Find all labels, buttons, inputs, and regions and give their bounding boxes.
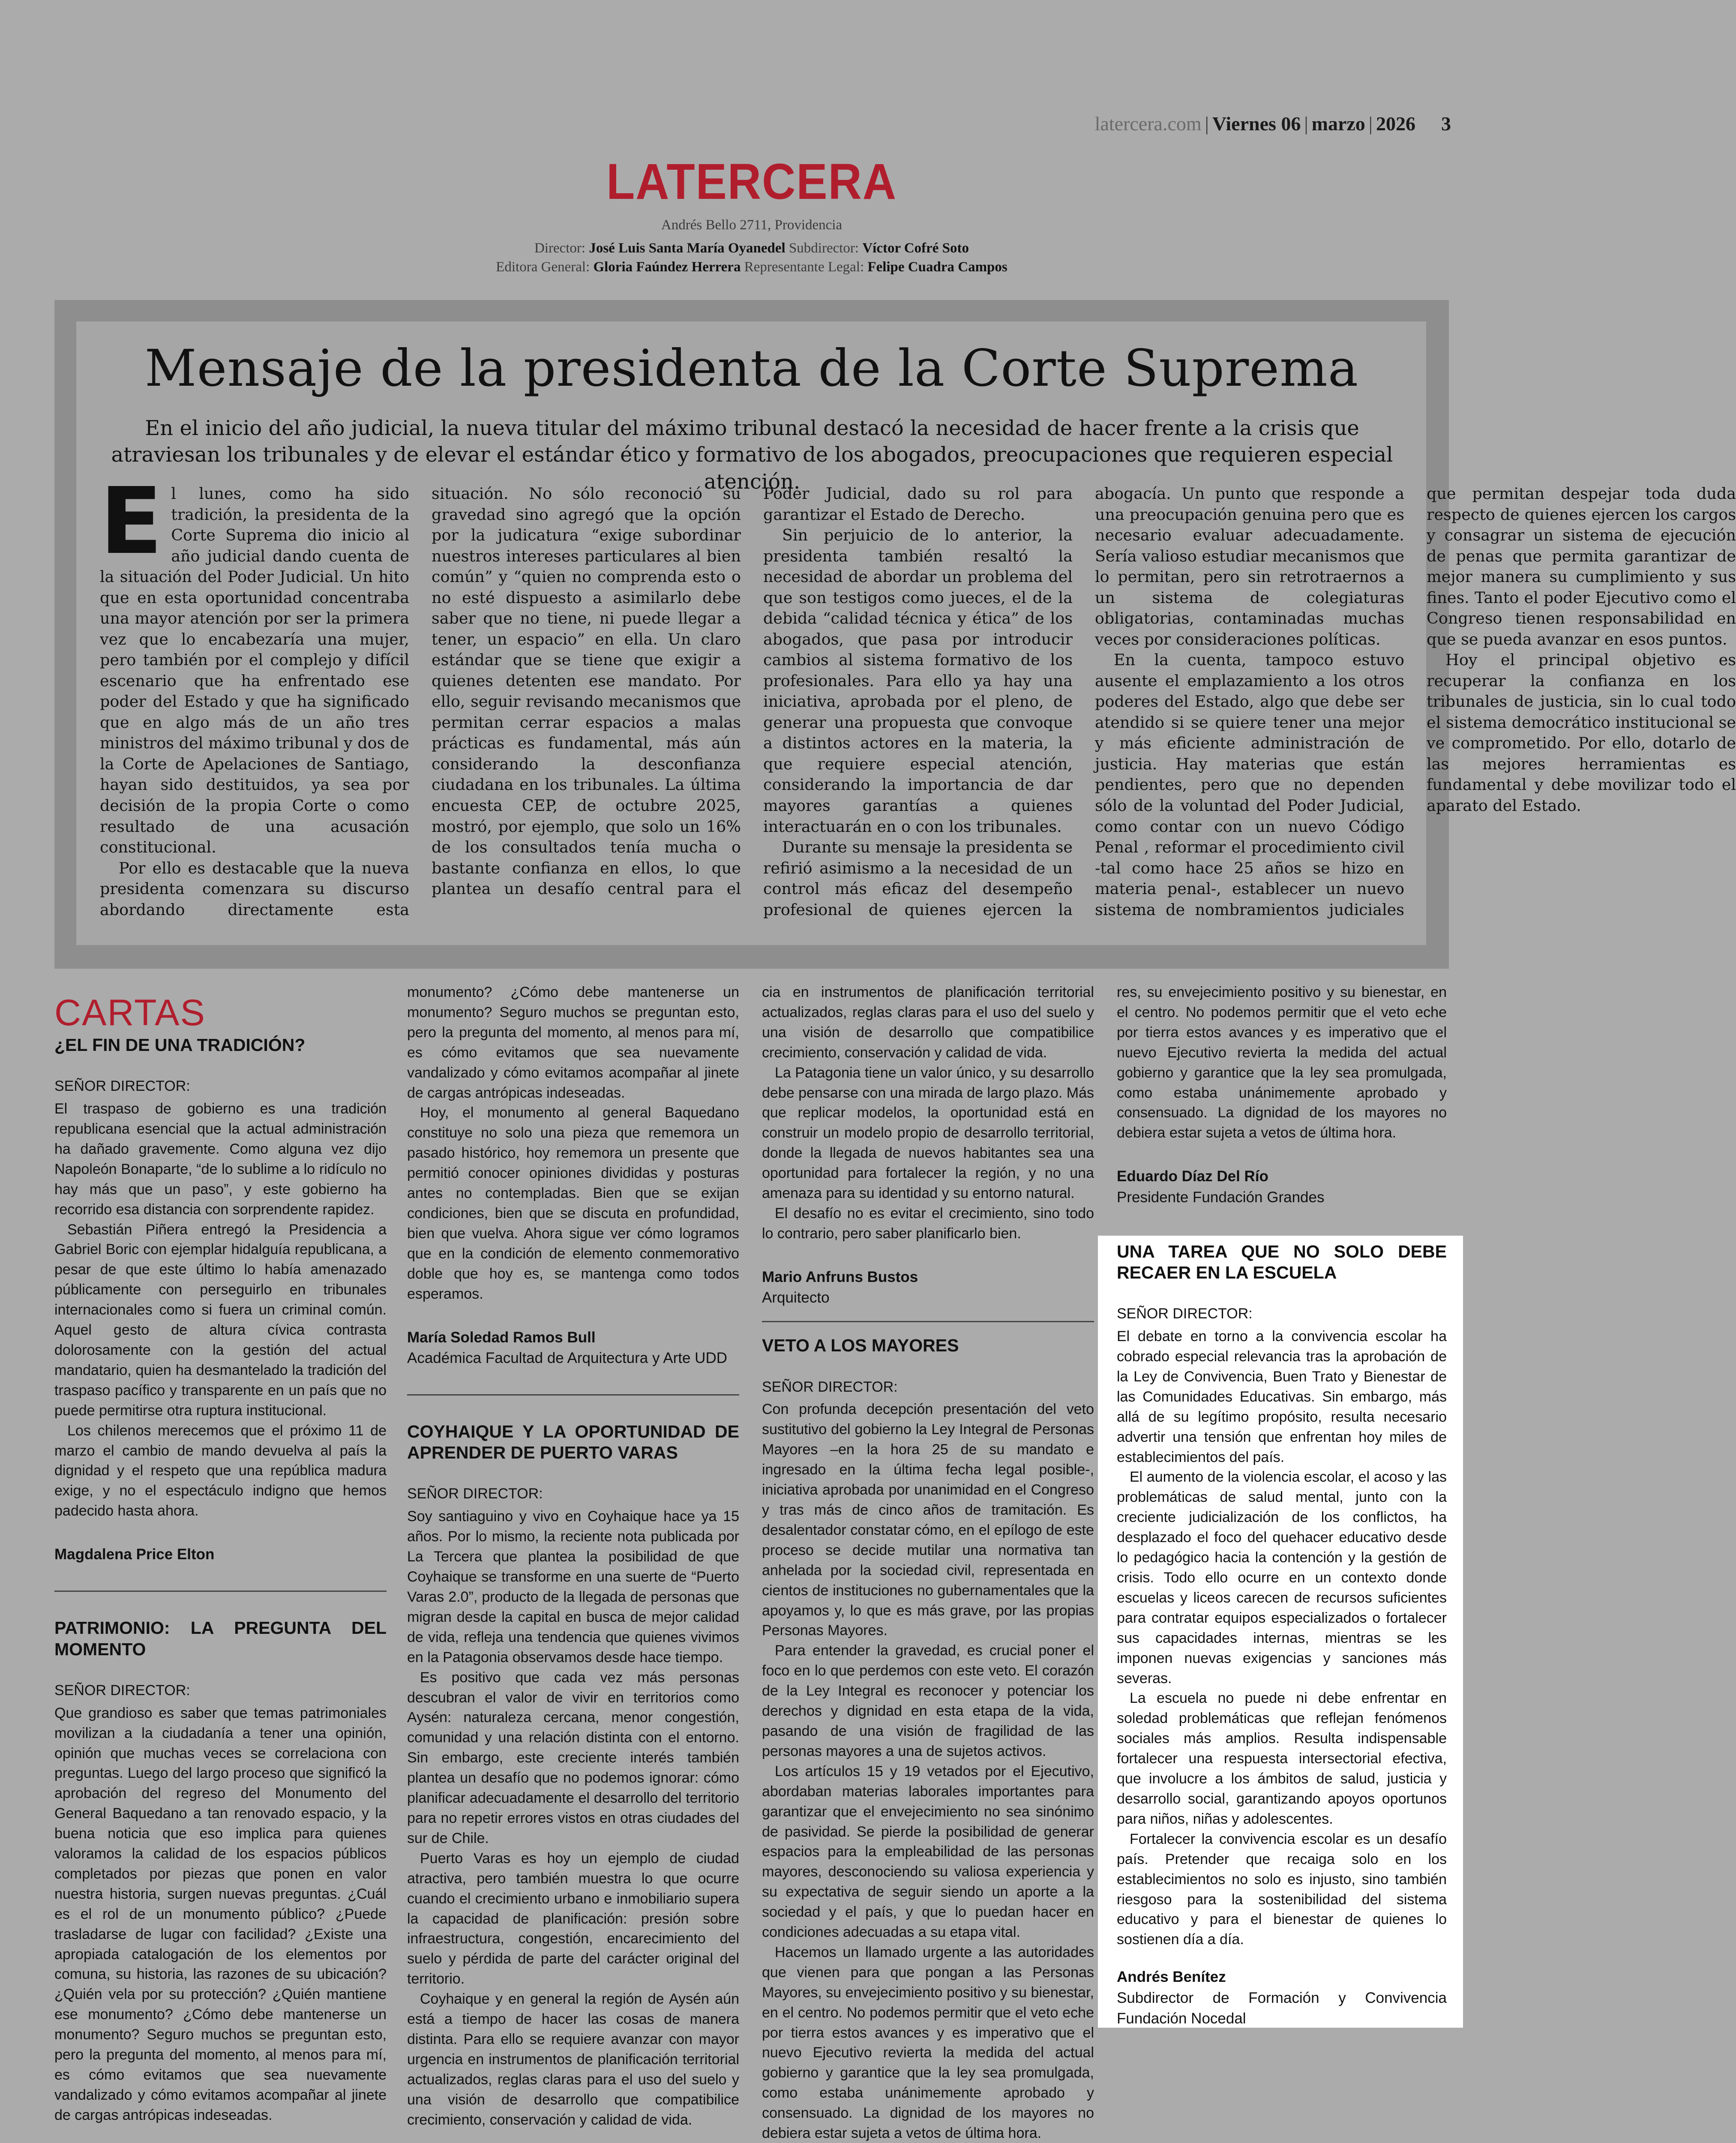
letter-paragraph: El desafío no es evitar el crecimiento, sino todo lo contrario, pero saber planificarlo bien.	[762, 1205, 1094, 1242]
letter-paragraph: Fortalecer la convivencia escolar es un desafío país. Pretender que recaiga solo en los establecimientos no solo es injusto, sino también riesgoso para la sostenibilidad del sistema educativo y para el bienestar de quienes lo sostienen día a día.	[1117, 1831, 1447, 1948]
letter-salutation: SEÑOR DIRECTOR:	[762, 1378, 898, 1395]
newspaper-address: Andrés Bello 2711, Providencia	[661, 217, 843, 233]
director-label: Director:	[534, 240, 586, 256]
drop-cap: E	[100, 468, 163, 575]
legal-label: Representante Legal:	[744, 259, 864, 275]
letter-title: COYHAIQUE Y LA OPORTUNIDAD DE APRENDER DE PUERTO VARAS	[407, 1422, 739, 1463]
letter-signature: María Soledad Ramos Bull	[407, 1329, 596, 1346]
divider	[54, 1591, 387, 1592]
letter-paragraph-continued: cia en instrumentos de planificación territorial actualizados, reglas claras para el uso del suelo y una visión de desarrollo que compatibilice crecimiento, conservación y calidad de vida.	[762, 984, 1094, 1061]
editorial-paragraph: El lunes, como ha sido tradición, la presidenta de la Corte Suprema dio inicio al año judicial dando cuenta de la situación del Poder Judicial. Un hito que en esta oportunidad concentraba una mayor atención por ser la primera vez que lo encabezaría una mujer, pero también por el complejo y difícil escenario que ha enfrentado ese poder del Estado y que ha significado que en algo más de un año tres ministros del máximo tribunal y dos de la Corte de Apelaciones de Santiago, hayan sido destituidos, ya sea por decisión de la propia Corte o como resultado de una acusación constitucional.	[100, 468, 409, 857]
letters-column-4	[1117, 982, 1447, 2029]
letter-title: VETO A LOS MAYORES	[762, 1336, 959, 1356]
masthead	[0, 153, 1503, 276]
letters-column-2	[407, 982, 739, 2128]
letter-paragraph: El aumento de la violencia escolar, el acoso y las problemáticas de salud mental, junto con la creciente judicialización de los conflictos, ha desplazado el foco del quehacer educativo desde lo pedagógico hacia la contención y la gestión de crisis. Todo ello ocurre en un contexto donde escuelas y liceos carecen de recursos suficientes para contratar equipos especializados o fortalecer sus capacidades internas, mientras se les imponen nuevas exigencias y sanciones más severas.	[1117, 1469, 1447, 1687]
subdirector-name: Víctor Cofré Soto	[862, 240, 969, 256]
editor-name: Gloria Faúndez Herrera	[593, 259, 741, 275]
letter-paragraph: Soy santiaguino y vivo en Coyhaique hace ya 15 años. Por lo mismo, la reciente nota publicada por La Tercera que plantea la posibilidad de que Coyhaique se transforme en una suerte de “Puerto Varas 2.0”, producto de la llegada de personas que migran desde la capital en busca de mejor calidad de vida, refleja una tendencia que quienes vivimos en la Patagonia observamos desde hace tiempo.	[407, 1508, 739, 1666]
section-title: CARTAS	[54, 992, 206, 1033]
letter-paragraph: El debate en torno a la convivencia escolar ha cobrado especial relevancia tras la aprobación de la Ley de Convivencia, Buen Trato y Bienestar de las Comunidades Educativas. Sin embargo, más allá de su legítimo propósito, resulta necesario advertir una tensión que enfrentan hoy miles de establecimientos del país.	[1117, 1328, 1447, 1465]
letter-paragraph: Coyhaique y en general la región de Aysén aún está a tiempo de hacer las cosas de manera distinta. Para ello se requiere avanzar con mayor urgencia en instrumentos de planificación territorial actualizados, reglas claras para el uso del suelo y una visión de desarrollo que compatibilice crecimiento, conservación y calidad de vida.	[407, 1991, 739, 2128]
editorial-lead: En el inicio del año judicial, la nueva titular del máximo tribunal destacó la necesidad de hacer frente a la crisis que atraviesan los tribunales y de elevar el estándar ético y formativo de los abogados, preocupaciones que requieren especial atención.	[111, 416, 1393, 494]
letter-paragraph: La escuela no puede ni debe enfrentar en soledad problemáticas que reflejan fenómenos sociales más amplios. Resulta indispensable fortalecer una respuesta intersectorial efectiva, que involucre a los ámbitos de salud, justicia y desarrollo social, garantizando apoyos oportunos para niños, niñas y adolescentes.	[1117, 1690, 1447, 1827]
letter-paragraph: Sebastián Piñera entregó la Presidencia a Gabriel Boric con ejemplar hidalguía republicana, a pesar de que este último lo había amenazado públicamente con perseguirlo en tribunales internacionales como si fuera un criminal común. Aquel gesto de altura cívica contrasta dolorosamente con la gestión del actual mandatario, quien ha desmantelado la tradición del traspaso pacífico y transparente en un país que no puede permitirse otra ruptura institucional.	[54, 1221, 387, 1419]
letter-paragraph: Que grandioso es saber que temas patrimoniales movilizan a la ciudadanía a tener una opinión, opinión que muchas veces se correlaciona con preguntas. Luego del largo proceso que significó la aprobación del regreso del Monumento del General Baquedano a tan renovado espacio, y la buena noticia que eso implica para quienes valoramos la calidad de los espacios públicos completados por piezas que ponen en valor nuestra historia, surgen nuevas preguntas. ¿Cuál es el rol de un monumento público? ¿Puede trasladarse de lugar con facilidad? ¿Existe una apropiada catalogación de los elementos por comuna, su historia, las razones de su ubicación? ¿Quién vela por su protección? ¿Quién mantiene ese monumento? ¿Cómo debe mantenerse un monumento? Seguro muchos se preguntan esto, pero la pregunta del momento, al menos para mí, es cómo evitamos que sea nuevamente vandalizado y cómo evitamos acompañar al jinete de cargas antrópicas indeseadas.	[54, 1705, 387, 2123]
editorial-paragraph: En la cuenta, tampoco estuvo ausente el emplazamiento a los otros poderes del Estado, algo que debe ser atendido si se quiere tener una mejor y más eficiente administración de justicia. Hay materias que están pendientes, pero que no dependen sólo de la voluntad del Poder Judicial, como contar con un nuevo Código Penal , reformar el procedimiento civil -tal como hace 25 años se hizo en materia penal-, establecer un nuevo sistema de nombramientos judiciales que permitan despejar toda duda respecto de quienes ejercen los cargos y consagrar un sistema de ejecución de penas que permita garantizar de mejor manera su cumplimiento y sus fines. Tanto el poder Ejecutivo como el Congreso tienen responsabilidad en que se pueda avanzar en esos puntos.	[1095, 484, 1736, 919]
letter-paragraph: El traspaso de gobierno es una tradición republicana esencial que la actual administración ha dañado gravemente. Como alguna vez dijo Napoleón Bonaparte, “de lo sublime a lo ridículo no hay más que un paso”, y este gobierno ha recorrido esa distancia con sorprendente rapidez.	[54, 1101, 387, 1218]
letter-paragraph-continued: res, su envejecimiento positivo y su bienestar, en el centro. No podemos permitir que el veto eche por tierra estos avances y es imperativo que el nuevo Ejecutivo revierta la medida del actual gobierno y garantice que la ley sea promulgada, como estaba unánimemente aprobado y consensuado. La dignidad de los mayores no debiera estar sujeta a vetos de última hora.	[1117, 984, 1447, 1141]
site-url[interactable]: latercera.com	[1094, 113, 1202, 135]
letter-role: Académica Facultad de Arquitectura y Arte UDD	[407, 1349, 728, 1366]
letter-role: Arquitecto	[762, 1289, 830, 1306]
subdirector-label: Subdirector:	[789, 240, 859, 256]
letter-title: PATRIMONIO: LA PREGUNTA DEL MOMENTO	[54, 1618, 387, 1659]
letters-column-3	[762, 982, 1094, 2142]
letter-title: UNA TAREA QUE NO SOLO DEBE RECAER EN LA ESCUELA	[1117, 1241, 1447, 1283]
page-folio: latercera.com | Viernes 06 | marzo | 2026 3	[1094, 113, 1451, 135]
letter-salutation: SEÑOR DIRECTOR:	[407, 1486, 543, 1502]
divider	[407, 1394, 739, 1396]
letter-role: Subdirector de Formación y Convivencia Fundación Nocedal	[1117, 1989, 1447, 2027]
date-month: marzo	[1311, 113, 1365, 135]
editorial-paragraph: Por ello es destacable que la nueva presidenta comenzara su discurso abordando directamente esta situación. No sólo reconoció su gravedad sino agregó que la opción por la judicatura “exige subordinar nuestros intereses particulares al bien común” y “quien no comprenda esto o no esté dispuesto a asimilarlo debe saber que no tiene, ni puede llegar a tener, un espacio” en ella. Un claro estándar que se tiene que exigir a quienes detenten ese mandato. Por ello, seguir revisando mecanismos que permitan cerrar espacios a malas prácticas es fundamental, más aún considerando la desconfianza ciudadana en los tribunales. La última encuesta CEP, de octubre 2025, mostró, por ejemplo, que solo un 16% de los consultados tenía mucha o bastante confianza en ellos, lo que plantea un desafío central para el Poder Judicial, dado su rol para garantizar el Estado de Derecho.	[100, 484, 1073, 919]
director-name: José Luis Santa María Oyanedel	[589, 240, 786, 256]
letter-paragraph: Los artículos 15 y 19 vetados por el Ejecutivo, abordaban materias laborales importantes para garantizar que el envejecimiento no sea sinónimo de pasividad. Se pierde la posibilidad de generar espacios para la empleabilidad de las personas mayores, desconociendo su valiosa experiencia y su expectativa de seguir siendo un aporte a la sociedad y el país, y que lo puedan hacer en condiciones adecuadas a su etapa vital.	[762, 1763, 1094, 1941]
staff-credits	[0, 239, 1503, 276]
letter-signature: Magdalena Price Elton	[54, 1546, 215, 1563]
letter-signature: Andrés Benítez	[1117, 1969, 1226, 1986]
page-number: 3	[1441, 113, 1451, 135]
date-weekday: Viernes 06	[1212, 113, 1301, 135]
letter-paragraph-continued: monumento? ¿Cómo debe mantenerse un monumento? Seguro muchos se preguntan esto, pero la pregunta del momento, al menos para mí, es cómo evitamos que sea nuevamente vandalizado y cómo evitamos acompañar al jinete de cargas antrópicas indeseadas.	[407, 984, 739, 1101]
editorial-paragraph: Hoy el principal objetivo es recuperar la confianza en los tribunales de justicia, sin lo cual todo el sistema democrático institucional se ve comprometido. Por ello, dotarlo de las mejores herramientas es fundamental y debe movilizar todo el aparato del Estado.	[1427, 651, 1736, 815]
legal-name: Felipe Cuadra Campos	[867, 259, 1007, 275]
letter-paragraph: Para entender la gravedad, es crucial poner el foco en lo que perdemos con este veto. El corazón de la Ley Integral es reconocer y potenciar los derechos y dignidad en esta etapa de la vida, pasando de una visión de fragilidad de las personas mayores a una de sujetos activos.	[762, 1642, 1094, 1759]
letter-signature: Eduardo Díaz Del Río	[1117, 1168, 1268, 1185]
letter-paragraph: Puerto Varas es hoy un ejemplo de ciudad atractiva, pero también muestra lo que ocurre cuando el crecimiento urbano e inmobiliario supera la capacidad de planificación: presión sobre infraestructura, congestión, encarecimiento del suelo y pérdida de parte del carácter original del territorio.	[407, 1850, 739, 1987]
newspaper-logo: LATERCERA	[606, 153, 897, 210]
letter-paragraph: Hoy, el monumento al general Baquedano constituye no solo una pieza que rememora un pasado histórico, hoy rememora un presente que permitió conocer opiniones divididas y posturas antes no contempladas. Bien que se exijan condiciones, bien que se discuta en profundidad, bien que vuelva. Ahora sigue ver cómo logramos que en la condición de elemento conmemorativo doble que hoy es, se mantenga como todos esperamos.	[407, 1105, 739, 1302]
letter-paragraph: Con profunda decepción presentación del veto sustitutivo del gobierno la Ley Integral de Personas Mayores –en la hora 25 de su mandato e ingresado en la última fecha legal posible-, iniciativa aprobada por unanimidad en el Congreso y tras más de cinco años de tramitación. Es desalentador constatar cómo, en el epílogo de este proceso se decide mutilar una normativa tan anhelada por la sociedad civil, representada en cientos de instituciones no gubernamentales que la apoyamos y, lo que es más grave, por las propias Personas Mayores.	[762, 1401, 1094, 1639]
date-year: 2026	[1376, 113, 1415, 135]
letter-signature: Mario Anfruns Bustos	[762, 1268, 918, 1285]
editorial-paragraph: Sin perjuicio de lo anterior, la presidenta también resaltó la necesidad de abordar un problema del que son testigos como jueces, el de la debida “calidad técnica y ética” de los abogados, que pasa por introducir cambios al sistema formativo de los profesionales. Para ello ya hay una iniciativa, aprobada por el pleno, de generar una propuesta que convoque a distintos actores en la materia, la que requiere especial atención, considerando la importancia de dar mayores garantías a quienes interactuarán en o con los tribunales.	[763, 526, 1073, 836]
letter-salutation: SEÑOR DIRECTOR:	[54, 1682, 190, 1699]
editor-label: Editora General:	[496, 259, 590, 275]
divider	[762, 1321, 1094, 1322]
letters-column-1	[54, 982, 387, 2123]
letter-salutation: SEÑOR DIRECTOR:	[54, 1078, 190, 1095]
editorial-body	[100, 468, 1736, 933]
letter-salutation: SEÑOR DIRECTOR:	[1117, 1306, 1253, 1322]
letter-role: Presidente Fundación Grandes	[1117, 1189, 1325, 1206]
letter-paragraph: La Patagonia tiene un valor único, y su desarrollo debe pensarse con una mirada de largo plazo. Más que replicar modelos, la oportunidad está en construir un modelo propio de desarrollo territorial, donde la llegada de nuevos habitantes sea una oportunidad para fortalecer la región, y no una amenaza para su identidad y su entorno natural.	[762, 1064, 1094, 1202]
letter-paragraph: Es positivo que cada vez más personas descubran el valor de vivir en territorios como Aysén: naturaleza cercana, menor congestión, comunidad y una relación distinta con el entorno. Sin embargo, este creciente interés también plantea un desafío que no podemos ignorar: cómo planificar adecuadamente el desarrollo del territorio para no repetir errores vistos en otras ciudades del sur de Chile.	[407, 1669, 739, 1846]
editorial-title: Mensaje de la presidenta de la Corte Suprema	[144, 339, 1359, 398]
letter-paragraph: Los chilenos merecemos que el próximo 11 de marzo el cambio de mando devuelva al país la dignidad y el respeto que una república madura exige, y no el espectáculo indigno que hemos padecido hasta ahora.	[54, 1422, 387, 1519]
editorial-paragraph: Durante su mensaje la presidenta se refirió asimismo a la necesidad de un control más eficaz del desempeño profesional de quienes ejercen la abogacía. Un punto que responde a una preocupación genuina pero que es necesario evaluar adecuadamente. Sería valioso estudiar mecanismos que lo permitan, pero sin retrotraernos a un sistema de colegiaturas obligatorias, contaminadas muchas veces por consideraciones políticas.	[763, 484, 1404, 919]
letter-paragraph: Hacemos un llamado urgente a las autoridades que vienen para que pongan a las Personas Mayores, su envejecimiento positivo y su bienestar, en el centro. No podemos permitir que el veto eche por tierra estos avances y es imperativo que el nuevo Ejecutivo revierta la medida del actual gobierno y garantice que la ley sea promulgada, como estaba unánimemente aprobado y consensuado. La dignidad de los mayores no debiera estar sujeta a vetos de última hora.	[762, 1944, 1094, 2142]
letter-title: ¿EL FIN DE UNA TRADICIÓN?	[54, 1035, 306, 1055]
